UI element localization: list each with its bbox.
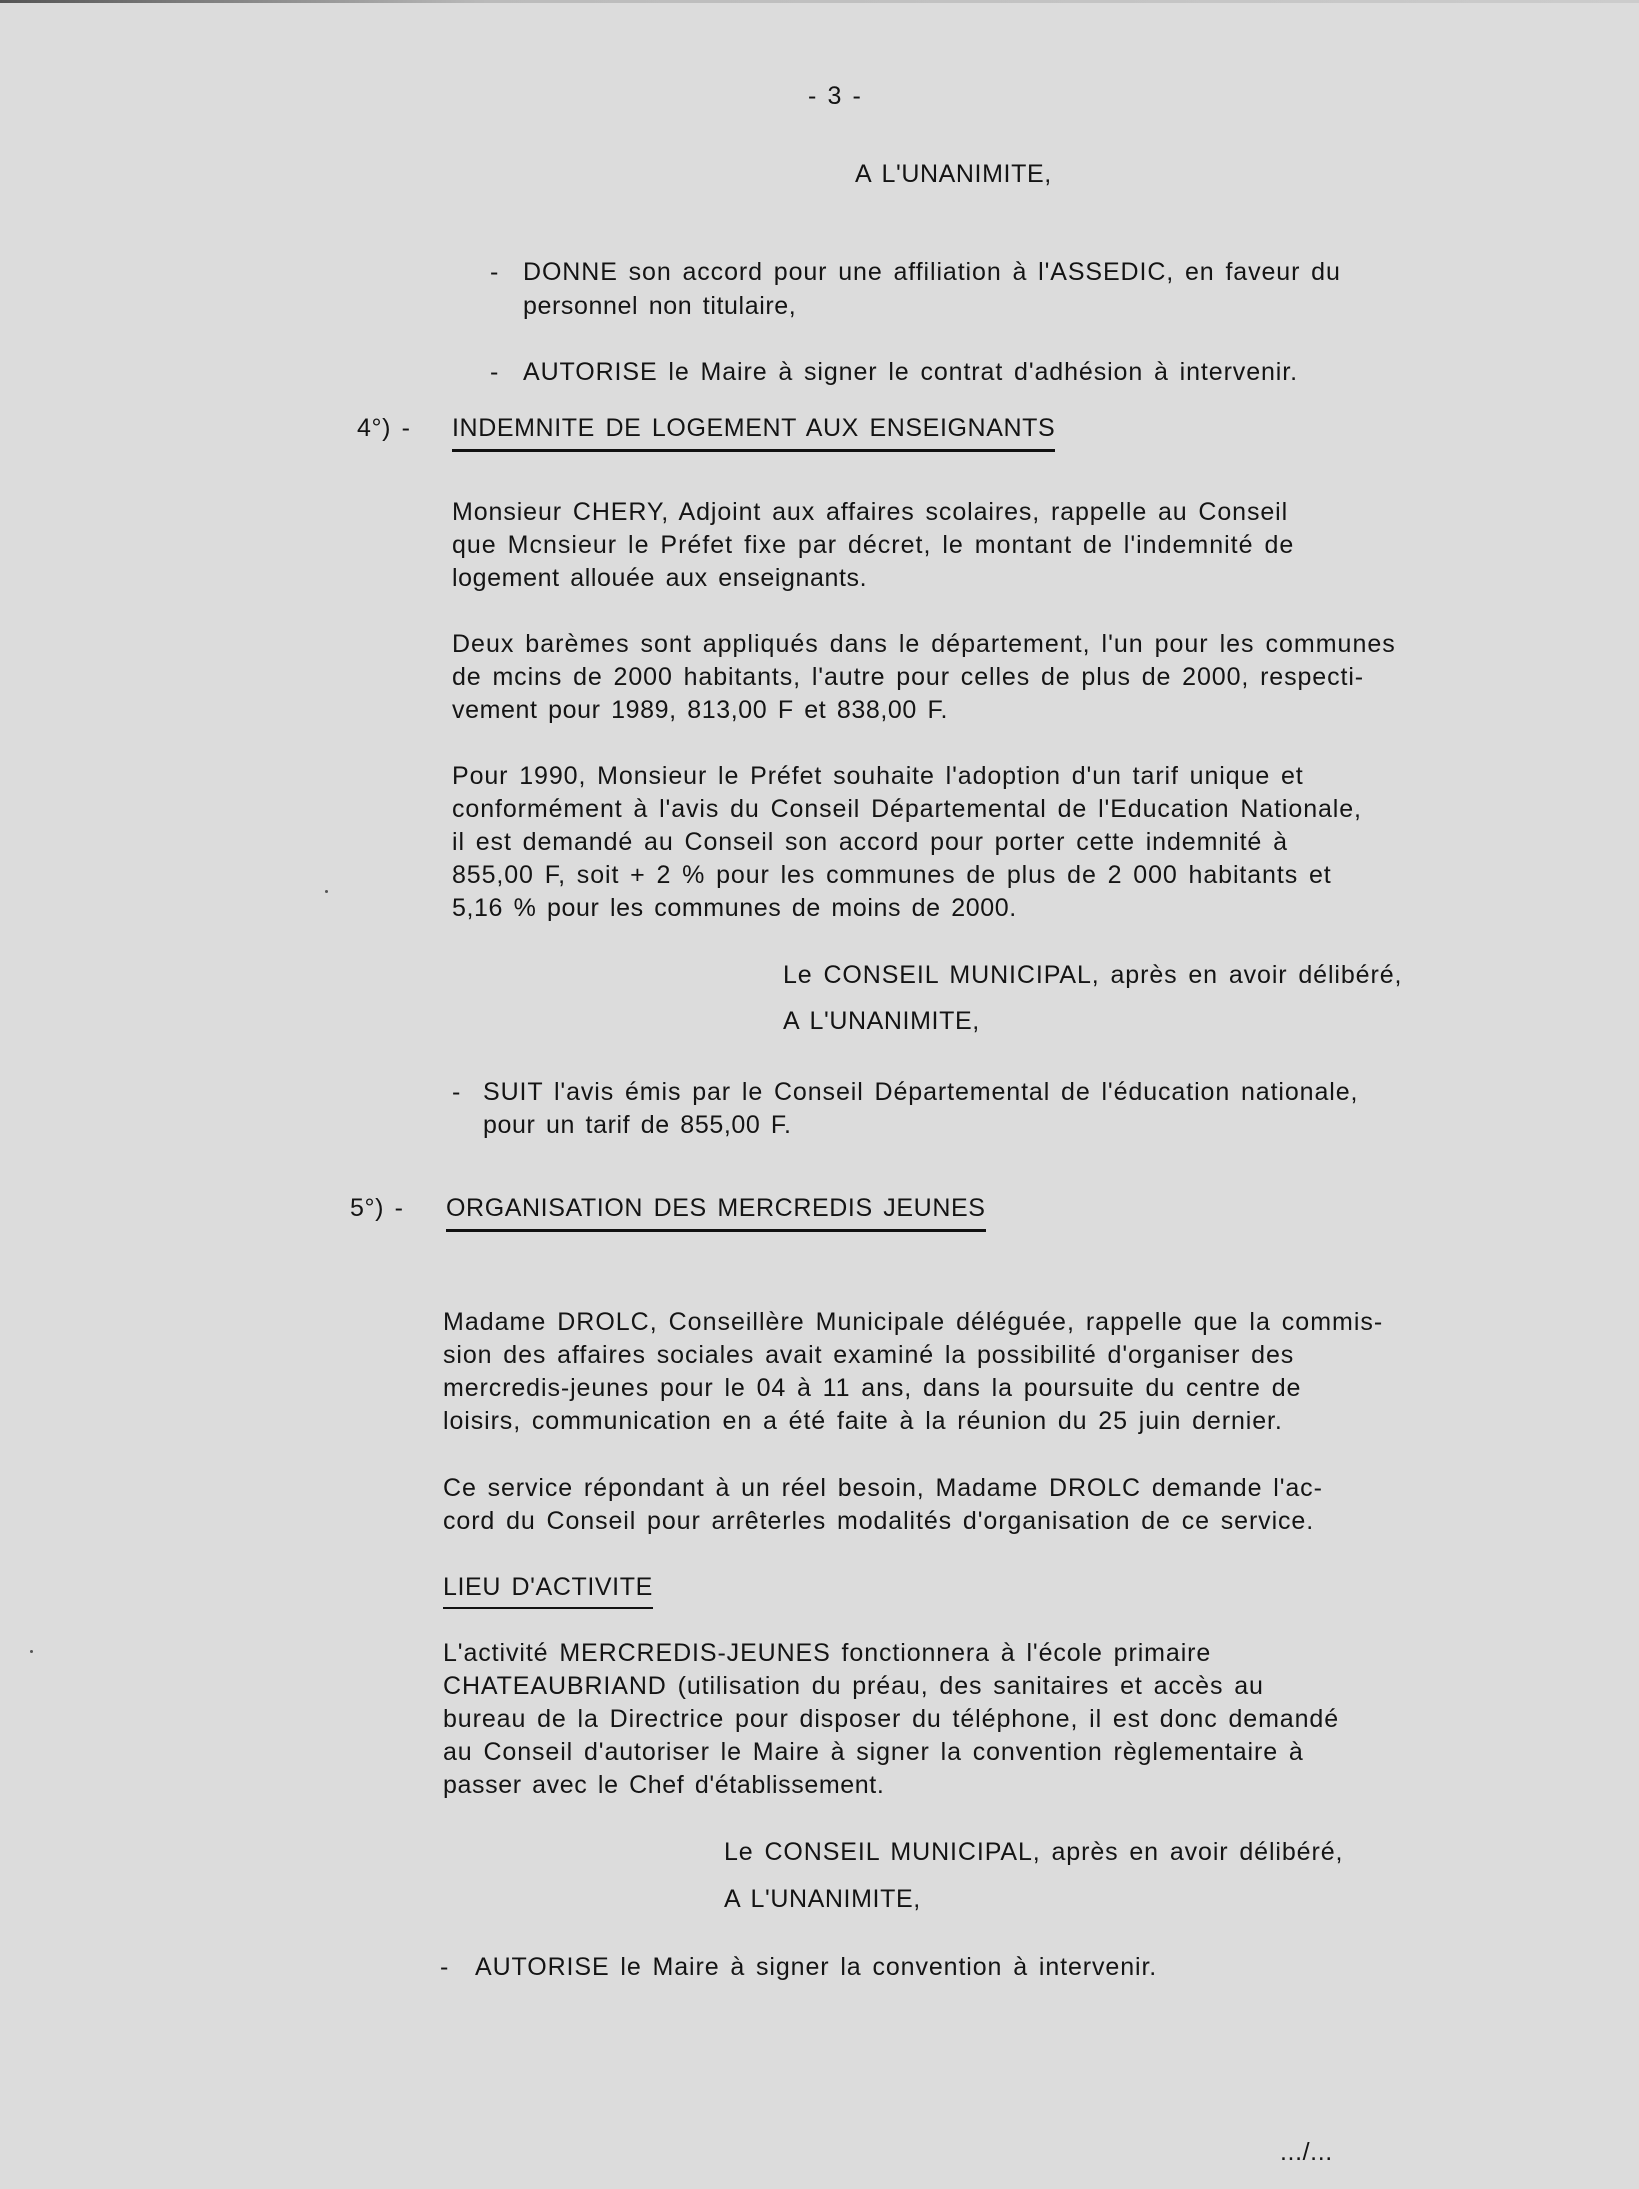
decision-line: SUIT l'avis émis par le Conseil Départemental de l'éducation nationale, — [483, 1078, 1359, 1106]
paragraph-line: vement pour 1989, 813,00 F et 838,00 F. — [452, 696, 949, 724]
paragraph-line: mercredis-jeunes pour le 04 à 11 ans, dans la poursuite du centre de — [443, 1374, 1302, 1402]
paragraph-line: Monsieur CHERY, Adjoint aux affaires scolaires, rappelle au Conseil — [452, 498, 1289, 526]
decision-line: AUTORISE le Maire à signer la convention à intervenir. — [475, 1953, 1158, 1981]
decision-dash: - — [440, 1953, 449, 1981]
paragraph-line: 5,16 % pour les communes de moins de 2000. — [452, 894, 1017, 922]
paragraph-line: Ce service répondant à un réel besoin, Madame DROLC demande l'ac- — [443, 1474, 1323, 1502]
continuation-mark: .../... — [1280, 2138, 1333, 2166]
paragraph-line: logement allouée aux enseignants. — [452, 564, 868, 592]
paragraph-line: de mcins de 2000 habitants, l'autre pour celles de plus de 2000, respecti- — [452, 663, 1365, 691]
paragraph-line: Madame DROLC, Conseillère Municipale déléguée, rappelle que la commis- — [443, 1308, 1384, 1336]
scan-edge — [0, 0, 1639, 3]
paragraph-line: au Conseil d'autoriser le Maire à signer la convention règlementaire à — [443, 1738, 1304, 1766]
decision-line: pour un tarif de 855,00 F. — [483, 1111, 792, 1139]
paragraph-line: que Mcnsieur le Préfet fixe par décret, le montant de l'indemnité de — [452, 531, 1295, 559]
unanimity-line: A L'UNANIMITE, — [724, 1885, 921, 1913]
decision-dash: - — [490, 358, 499, 386]
section-number: 5°) - — [350, 1194, 404, 1222]
section-number: 4°) - — [357, 414, 411, 442]
paragraph-line: passer avec le Chef d'établissement. — [443, 1771, 885, 1799]
paragraph-line: Deux barèmes sont appliqués dans le département, l'un pour les communes — [452, 630, 1396, 658]
paragraph-line: cord du Conseil pour arrêterles modalités d'organisation de ce service. — [443, 1507, 1315, 1535]
subheading: LIEU D'ACTIVITE — [443, 1571, 653, 1609]
paragraph-line: sion des affaires sociales avait examiné la possibilité d'organiser des — [443, 1341, 1295, 1369]
decision-line: personnel non titulaire, — [523, 292, 797, 320]
paragraph-line: CHATEAUBRIAND (utilisation du préau, des sanitaires et accès au — [443, 1672, 1264, 1700]
scan-speck — [30, 1650, 33, 1653]
page-number: - 3 - — [808, 82, 862, 110]
paragraph-line: conformément à l'avis du Conseil Départemental de l'Education Nationale, — [452, 795, 1362, 823]
paragraph-line: il est demandé au Conseil son accord pour porter cette indemnité à — [452, 828, 1288, 856]
decision-line: AUTORISE le Maire à signer le contrat d'adhésion à intervenir. — [523, 358, 1298, 386]
decision-line: DONNE son accord pour une affiliation à l'ASSEDIC, en faveur du — [523, 258, 1341, 286]
unanimity-line: A L'UNANIMITE, — [855, 160, 1052, 188]
council-line: Le CONSEIL MUNICIPAL, après en avoir délibéré, — [783, 961, 1403, 989]
scan-speck — [325, 890, 328, 893]
paragraph-line: 855,00 F, soit + 2 % pour les communes de plus de 2 000 habitants et — [452, 861, 1332, 889]
paragraph-line: L'activité MERCREDIS-JEUNES fonctionnera à l'école primaire — [443, 1639, 1212, 1667]
paragraph-line: Pour 1990, Monsieur le Préfet souhaite l'adoption d'un tarif unique et — [452, 762, 1304, 790]
unanimity-line: A L'UNANIMITE, — [783, 1007, 980, 1035]
decision-dash: - — [452, 1078, 461, 1106]
paragraph-line: bureau de la Directrice pour disposer du téléphone, il est donc demandé — [443, 1705, 1340, 1733]
paragraph-line: loisirs, communication en a été faite à la réunion du 25 juin dernier. — [443, 1407, 1283, 1435]
section-title: ORGANISATION DES MERCREDIS JEUNES — [446, 1192, 986, 1232]
council-line: Le CONSEIL MUNICIPAL, après en avoir délibéré, — [724, 1838, 1344, 1866]
decision-dash: - — [490, 258, 499, 286]
section-title: INDEMNITE DE LOGEMENT AUX ENSEIGNANTS — [452, 412, 1055, 452]
